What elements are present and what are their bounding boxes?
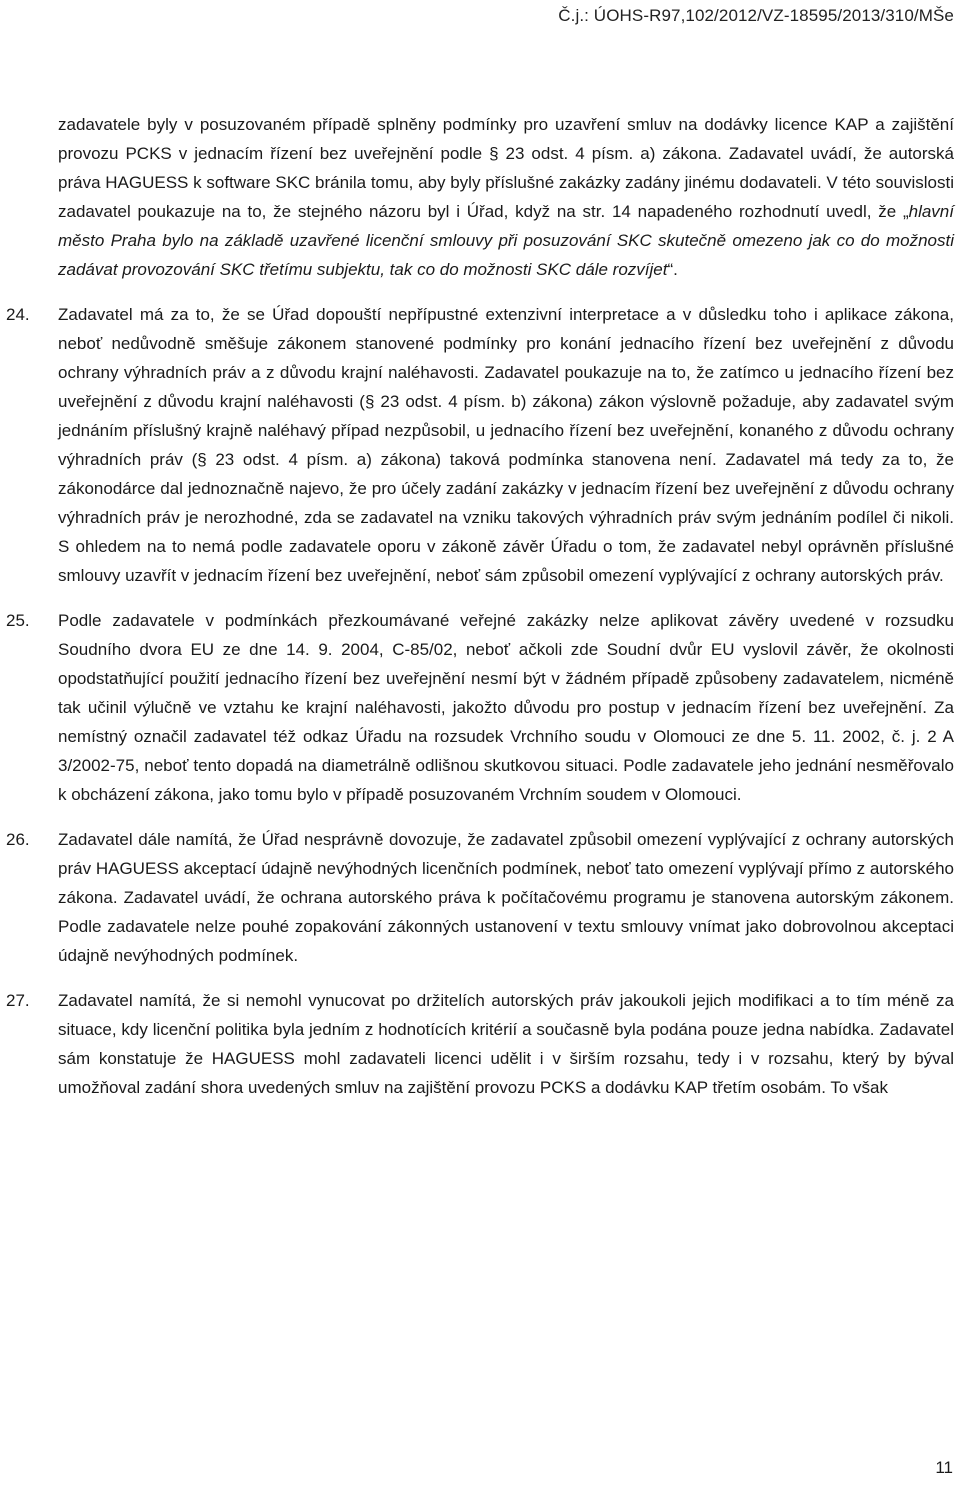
paragraph-number: 25. bbox=[6, 611, 30, 630]
page-number: 11 bbox=[935, 1458, 953, 1477]
document-body bbox=[6, 110, 954, 1102]
document-reference-number: Č.j.: ÚOHS-R97,102/2012/VZ-18595/2013/310/MŠe bbox=[558, 6, 954, 25]
paragraph-text: Zadavatel dále namítá, že Úřad nesprávně dovozuje, že zadavatel způsobil omezení vyplývající z ochrany autorských práv HAGUESS akceptací údajně nevýhodných licenčních podmínek, neboť tato omezení vyplývají přímo z autorského zákona. Zadavatel uvádí, že ochrana autorského práva k počítačovému programu je stanovena autorským zákonem. Podle zadavatele nelze pouhé zopakování zákonných ustanovení v textu smlouvy vnímat jako dobrovolnou akceptaci údajně nevýhodných podmínek. bbox=[58, 830, 954, 965]
intro-text-end: “. bbox=[667, 260, 678, 279]
paragraph-number: 26. bbox=[6, 830, 30, 849]
paragraph-24 bbox=[6, 300, 954, 590]
paragraph-number: 27. bbox=[6, 991, 30, 1010]
intro-text: zadavatele byly v posuzovaném případě splněny podmínky pro uzavření smluv na dodávky licence KAP a zajištění provozu PCKS v jednacím řízení bez uveřejnění podle § 23 odst. 4 písm. a) zákona. Zadavatel uvádí, že autorská práva HAGUESS k software SKC bránila tomu, aby byly příslušné zakázky zadány jinému dodavateli. V této souvislosti zadavatel poukazuje na to, že stejného názoru byl i Úřad, když na str. 14 napadeného rozhodnutí uvedl, že „ bbox=[58, 115, 954, 221]
paragraph-text: Zadavatel namítá, že si nemohl vynucovat po držitelích autorských práv jakoukoli jejich modifikaci a to tím méně za situace, kdy licenční politika byla jedním z hodnotících kritérií a současně byla podána pouze jedna nabídka. Zadavatel sám konstatuje že HAGUESS mohl zadavateli licenci udělit i v širším rozsahu, tedy i v rozsahu, který by býval umožňoval zadání shora uvedených smluv na zajištění provozu PCKS a dodávku KAP třetím osobám. To však bbox=[58, 991, 954, 1097]
intro-paragraph bbox=[58, 110, 954, 284]
paragraph-25 bbox=[6, 606, 954, 809]
intro-italic-quote: hlavní město Praha bylo na základě uzavřené licenční smlouvy při posuzování SKC skutečně omezeno jak co do možnosti zadávat provozování SKC třetímu subjektu, tak co do možnosti SKC dále rozvíjet bbox=[58, 202, 954, 279]
paragraph-text: Zadavatel má za to, že se Úřad dopouští nepřípustné extenzivní interpretace a v důsledku toho i aplikace zákona, neboť nedůvodně směšuje zákonem stanovené podmínky pro konání jednacího řízení bez uveřejnění z důvodu ochrany výhradních práv a z důvodu krajní naléhavosti. Zadavatel poukazuje na to, že zatímco u jednacího řízení bez uveřejnění z důvodu krajní naléhavosti (§ 23 odst. 4 písm. b) zákona) zákon výslovně požaduje, aby zadavatel svým jednáním příslušný krajně naléhavý případ nezpůsobil, u jednacího řízení bez uveřejnění, konaného z důvodu ochrany výhradních práv (§ 23 odst. 4 písm. a) zákona) taková podmínka stanovena není. Zadavatel má tedy za to, že zákonodárce dal jednoznačně najevo, že pro účely zadání zakázky v jednacím řízení bez uveřejnění z důvodu ochrany výhradních práv je nerozhodné, zda se zadavatel na vzniku takových výhradních práv svým jednáním podílel či nikoli. S ohledem na to nemá podle zadavatele oporu v zákoně závěr Úřadu o tom, že zadavatel nebyl oprávněn příslušné smlouvy uzavřít v jednacím řízení bez uveřejnění, neboť sám způsobil omezení vyplývající z ochrany autorských práv. bbox=[58, 305, 954, 585]
paragraph-text: Podle zadavatele v podmínkách přezkoumávané veřejné zakázky nelze aplikovat závěry uvedené v rozsudku Soudního dvora EU ze dne 14. 9. 2004, C-85/02, neboť ačkoli zde Soudní dvůr EU vyslovil závěr, že okolnosti opodstatňující použití jednacího řízení bez uveřejnění nesmí být v žádném případě způsobeny zadavatelem, nicméně tak učinil výlučně ve vztahu ke krajní naléhavosti, jakožto důvodu pro postup v jednacím řízení bez uveřejnění. Za nemístný označil zadavatel též odkaz Úřadu na rozsudek Vrchního soudu v Olomouci ze dne 5. 11. 2002, č. j. 2 A 3/2002-75, neboť tento dopadá na diametrálně odlišnou skutkovou situaci. Podle zadavatele jeho jednání nesměřovalo k obcházení zákona, jako tomu bylo v případě posuzovaném Vrchním soudem v Olomouci. bbox=[58, 611, 954, 804]
paragraph-27 bbox=[6, 986, 954, 1102]
paragraph-26 bbox=[6, 825, 954, 970]
paragraph-number: 24. bbox=[6, 305, 30, 324]
